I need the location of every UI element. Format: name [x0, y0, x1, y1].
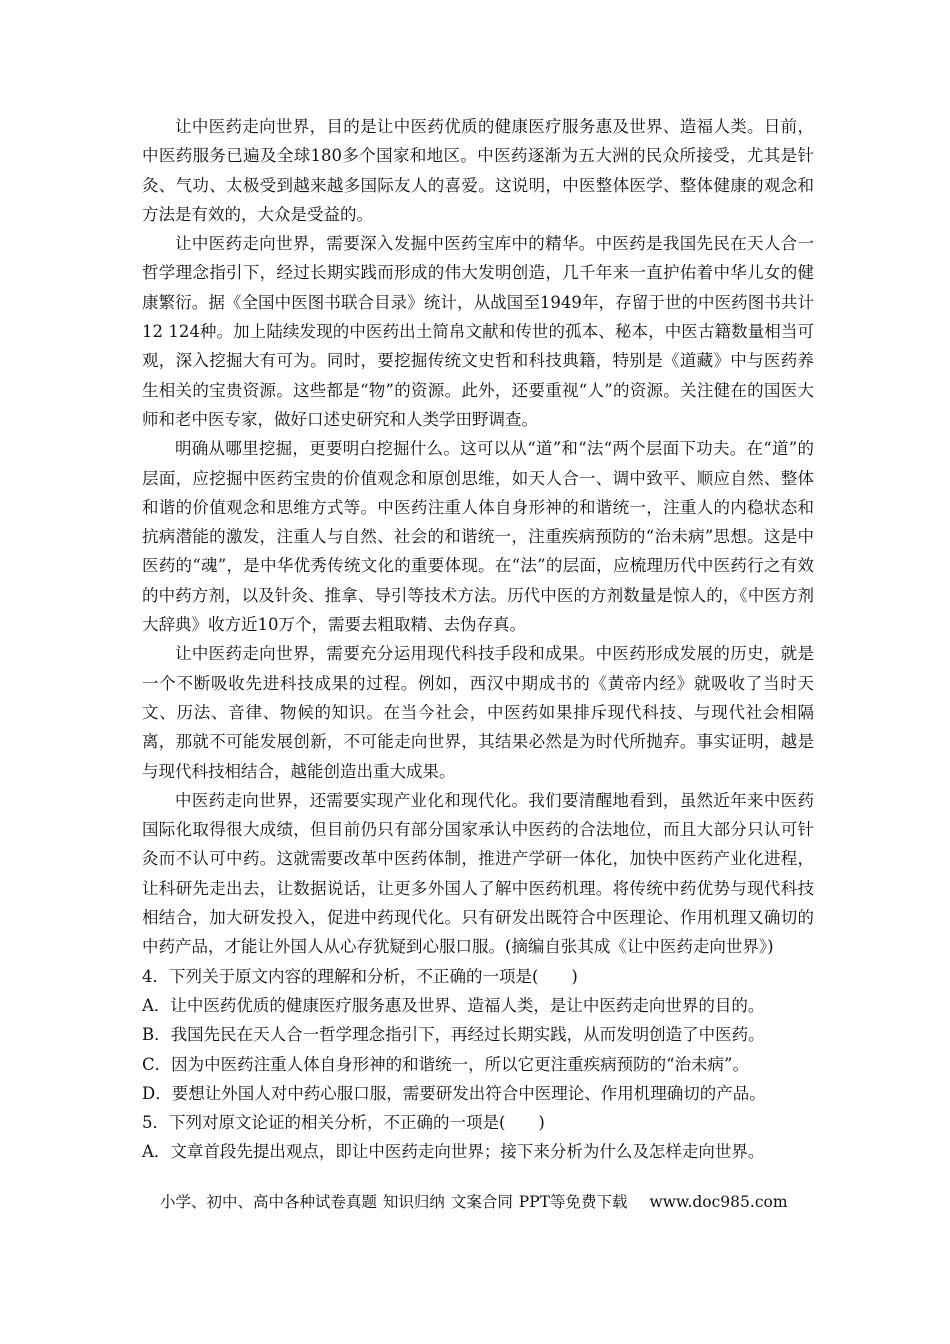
- question-4-option-c: C．因为中医药注重人体自身形神的和谐统一，所以它更注重疾病预防的“治未病”。: [142, 1054, 749, 1074]
- footer-url: www.doc985.com: [649, 1193, 788, 1211]
- question-4-stem: 4．下列关于原文内容的理解和分析，不正确的一项是( ): [142, 966, 578, 986]
- passage-paragraph-5: 中医药走向世界，还需要实现产业化和现代化。我们要清醒地看到，虽然近年来中医药国际化取得很大成绩，但目前仍只有部分国家承认中医药的合法地位，而且大部分只认可针灸而不认可中药。这就需要改革中医药体制，推进产学研一体化，加快中医药产业化进程，让科研先走出去，让数据说话，让更多外国人了解中医药机理。将传统中药优势与现代科技相结合，加大研发投入，促进中药现代化。只有研发出既符合中医理论、作用机理又确切的中药产品，才能让外国人从心存犹疑到心服口服。(摘编自张其成《让中医药走向世界》): [142, 790, 814, 957]
- document-body: [142, 112, 814, 1167]
- question-5-stem: 5．下列对原文论证的相关分析，不正确的一项是( ): [142, 1113, 545, 1133]
- passage-paragraph-2: 让中医药走向世界，需要深入发掘中医药宝库中的精华。中医药是我国先民在天人合一哲学理念指引下，经过长期实践而形成的伟大发明创造，几千年来一直护佑着中华儿女的健康繁衍。据《全国中医图书联合目录》统计，从战国至1949年，存留于世的中医药图书共计12 124种。加上陆续发现的中医药出土简帛文献和传世的孤本、秘本，中医古籍数量相当可观，深入挖掘大有可为。同时，要挖掘传统文史哲和科技典籍，特别是《道藏》中与医药养生相关的宝贵资源。这些都是“物”的资源。此外，还要重视“人”的资源。关注健在的国医大师和老中医专家，做好口述史研究和人类学田野调查。: [142, 234, 814, 429]
- question-4-option-a: A．让中医药优质的健康医疗服务惠及世界、造福人类，是让中医药走向世界的目的。: [142, 995, 765, 1015]
- question-4-option-d: D．要想让外国人对中药心服口服，需要研发出符合中医理论、作用机理确切的产品。: [142, 1083, 766, 1103]
- footer-text: 小学、初中、高中各种试卷真题 知识归纳 文案合同 PPT等免费下载: [160, 1193, 628, 1211]
- passage-paragraph-1: 让中医药走向世界，目的是让中医药优质的健康医疗服务惠及世界、造福人类。日前，中医药服务已遍及全球180多个国家和地区。中医药逐渐为五大洲的民众所接受，尤其是针灸、气功、太极受到越来越多国际友人的喜爱。这说明，中医整体医学、整体健康的观念和方法是有效的，大众是受益的。: [142, 117, 814, 224]
- question-5-option-a: A．文章首段先提出观点，即让中医药走向世界；接下来分析为什么及怎样走向世界。: [142, 1142, 765, 1162]
- question-4-option-b: B．我国先民在天人合一哲学理念指引下，再经过长期实践，从而发明创造了中医药。: [142, 1025, 765, 1045]
- passage-paragraph-3: 明确从哪里挖掘，更要明白挖掘什么。这可以从“道”和“法“两个层面下功夫。在“道”的层面，应挖掘中医药宝贵的价值观念和原创思维，如天人合一、调中致平、顺应自然、整体和谐的价值观念和思维方式等。中医药注重人体自身形神的和谐统一，注重人的内稳状态和抗病潜能的激发，注重人与自然、社会的和谐统一，注重疾病预防的“治未病”思想。这是中医药的“魂”，是中华优秀传统文化的重要体现。在“法”的层面，应梳理历代中医药行之有效的中药方剂，以及针灸、推拿、导引等技术方法。历代中医的方剂数量是惊人的，《中医方剂大辞典》收方近10万个，需要去粗取精、去伪存真。: [142, 439, 814, 635]
- passage-paragraph-4: 让中医药走向世界，需要充分运用现代科技手段和成果。中医药形成发展的历史，就是一个不断吸收先进科技成果的过程。例如，西汉中期成书的《黄帝内经》就吸收了当时天文、历法、音律、物候的知识。在当今社会，中医药如果排斥现代科技、与现代社会相隔离，那就不可能发展创新，不可能走向世界，其结果必然是为时代所抛弃。事实证明，越是与现代科技相结合，越能创造出重大成果。: [142, 644, 814, 781]
- page-footer: [160, 1190, 840, 1212]
